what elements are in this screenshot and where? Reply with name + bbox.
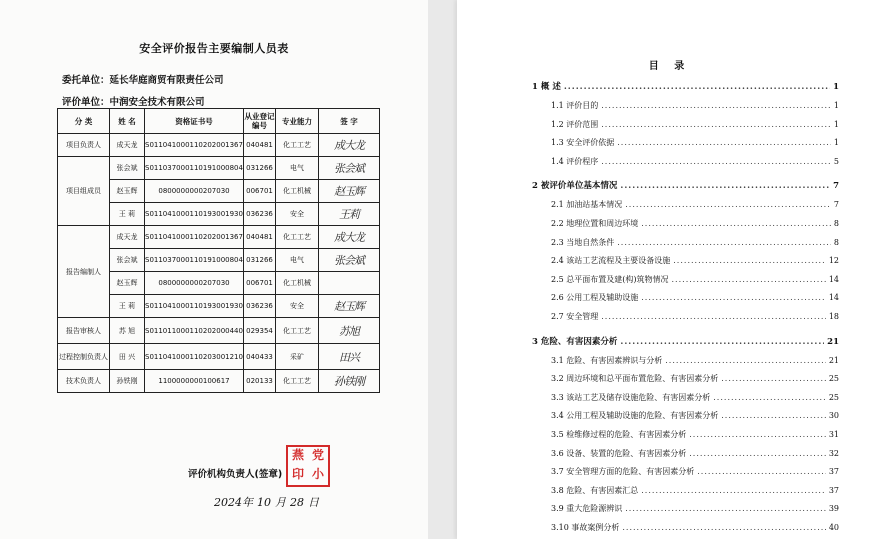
cert-cell: S011041000110202001367	[145, 134, 244, 157]
toc-leader-dots	[641, 486, 826, 495]
name-cell: 苏 旭	[110, 318, 145, 344]
toc-page-number: 18	[828, 312, 839, 321]
toc-leader-dots	[721, 411, 826, 420]
toc-page-number: 30	[828, 411, 839, 421]
toc-leader-dots	[620, 181, 830, 191]
toc-leader-dots	[601, 101, 831, 110]
col-header-reg: 从业登记编号	[244, 109, 276, 134]
name-cell: 田 兴	[110, 344, 145, 370]
toc-page-number: 8	[833, 219, 839, 228]
signature-cell	[319, 249, 380, 272]
name-cell: 王 莉	[110, 203, 145, 226]
toc-leader-dots	[673, 256, 826, 265]
evaluator-line: 评价单位：中润安全技术有限公司	[62, 97, 205, 108]
signature-cell	[319, 203, 380, 226]
signing-date: 2024年 10 月 28 日	[214, 496, 319, 509]
toc-leader-dots	[617, 238, 831, 247]
toc-entry-label: 3.8 危险、有害因素汇总	[551, 485, 639, 495]
col-header-name: 姓 名	[110, 109, 145, 134]
table-header-row	[58, 109, 380, 134]
handwritten-signature: 孙铁刚	[334, 375, 364, 388]
handwritten-signature: 成大龙	[334, 139, 364, 152]
toc-section-entry[interactable]	[551, 218, 839, 229]
toc-section-entry[interactable]	[551, 392, 839, 403]
toc-section-entry[interactable]	[551, 311, 839, 322]
org-head-label: 评价机构负责人(签章)	[188, 469, 283, 480]
toc-leader-dots	[601, 120, 831, 129]
col-header-cert: 资格证书号	[145, 109, 244, 134]
toc-page-number: 1	[833, 138, 839, 148]
staff-table-body	[58, 134, 380, 393]
toc-page-number: 37	[828, 467, 839, 477]
client-line: 委托单位：延长华庭商贸有限责任公司	[62, 75, 224, 86]
ability-cell: 化工工艺	[276, 318, 319, 344]
toc-leader-dots	[721, 374, 826, 383]
name-cell: 成天龙	[110, 134, 145, 157]
role-cell: 过程控制负责人	[58, 344, 110, 370]
toc-entry-label: 1.2 评价范围	[551, 119, 599, 129]
toc-leader-dots	[625, 504, 826, 513]
signature-cell	[319, 272, 380, 295]
toc-entry-label: 2.3 当地自然条件	[551, 237, 615, 247]
reg-cell: 040481	[244, 226, 276, 249]
signature-cell	[319, 344, 380, 370]
page-title: 安全评价报告主要编制人员表	[139, 42, 289, 55]
signature-cell	[319, 226, 380, 249]
toc-page-number: 1	[833, 119, 839, 129]
ability-cell: 化工机械	[276, 180, 319, 203]
toc-section-entry[interactable]	[551, 199, 839, 210]
toc-leader-dots	[641, 293, 826, 302]
toc-page-number: 7	[833, 200, 839, 210]
table-row	[58, 344, 380, 370]
signature-cell	[319, 134, 380, 157]
toc-entry-label: 3.6 设备、装置的危险、有害因素分析	[551, 448, 687, 458]
toc-section-entry[interactable]	[551, 410, 839, 421]
reg-cell: 031266	[244, 157, 276, 180]
toc-entry-label: 2.4 该站工艺流程及主要设备设施	[551, 256, 671, 266]
toc-entry-label: 3.9 重大危险源辨识	[551, 504, 623, 514]
toc-entry-label: 3.2 周边环境和总平面布置危险、有害因素分析	[551, 374, 719, 384]
toc-section-entry[interactable]	[551, 237, 839, 248]
cert-cell: S011011000110202000440	[145, 318, 244, 344]
ability-cell: 化工工艺	[276, 370, 319, 393]
toc-section-entry[interactable]	[551, 100, 839, 111]
toc-leader-dots	[620, 337, 824, 347]
toc-title: 目 录	[648, 61, 691, 72]
toc-page-number: 7	[833, 181, 839, 192]
table-row	[58, 157, 380, 180]
toc-page-number: 31	[828, 430, 839, 439]
toc-entry-label: 3.3 该站工艺及储存设施危险、有害因素分析	[551, 392, 711, 402]
name-cell: 赵玉辉	[110, 272, 145, 295]
toc-entry-label: 3.7 安全管理方面的危险、有害因素分析	[551, 467, 695, 477]
table-row	[58, 226, 380, 249]
toc-section-entry[interactable]	[551, 137, 839, 148]
cert-cell: 0800000000207030	[145, 272, 244, 295]
role-cell: 项目负责人	[58, 134, 110, 157]
toc-entry-label: 2.5 总平面布置及建(构)筑物情况	[551, 274, 669, 284]
toc-entry-label: 3.1 危险、有害因素辨识与分析	[551, 355, 663, 365]
role-cell: 报告审核人	[58, 318, 110, 344]
toc-entry-label: 2.2 地理位置和周边环境	[551, 219, 639, 228]
role-cell: 技术负责人	[58, 370, 110, 393]
toc-entry-label: 3.4 公用工程及辅助设施的危险、有害因素分析	[551, 411, 719, 421]
reg-cell: 006701	[244, 180, 276, 203]
cert-cell: S011037000110191000804	[145, 157, 244, 180]
ability-cell: 电气	[276, 157, 319, 180]
handwritten-signature: 张会斌	[334, 162, 364, 175]
toc-leader-dots	[622, 523, 825, 532]
toc-entry-label: 2.7 安全管理	[551, 312, 599, 321]
toc-entry-label: 2 被评价单位基本情况	[532, 181, 618, 192]
official-seal: 燕 党 印 小	[286, 445, 330, 487]
toc-section-entry[interactable]	[551, 485, 839, 496]
toc-section-entry[interactable]	[551, 355, 839, 366]
cert-cell: S011037000110191000804	[145, 249, 244, 272]
signature-cell	[319, 295, 380, 318]
toc-page-number: 21	[827, 336, 839, 347]
toc-section-entry[interactable]	[551, 255, 839, 266]
name-cell: 张会斌	[110, 157, 145, 180]
reg-cell: 020133	[244, 370, 276, 393]
toc-entry-label: 3.5 检维修过程的危险、有害因素分析	[551, 430, 687, 439]
toc-page-number: 14	[828, 293, 839, 303]
toc-leader-dots	[689, 449, 826, 458]
toc-entry-label: 3 危险、有害因素分析	[532, 336, 618, 347]
name-cell: 王 莉	[110, 295, 145, 318]
toc-entry-label: 2.1 加油站基本情况	[551, 200, 623, 210]
toc-section-entry[interactable]	[551, 156, 839, 167]
signature-cell	[319, 157, 380, 180]
toc-leader-dots	[601, 157, 831, 166]
ability-cell: 采矿	[276, 344, 319, 370]
col-header-ability: 专业能力	[276, 109, 319, 134]
toc-page-number: 40	[828, 523, 839, 532]
toc-chapter-entry[interactable]	[532, 179, 839, 191]
toc-section-entry[interactable]	[551, 292, 839, 303]
toc-section-entry[interactable]	[551, 522, 839, 533]
reg-cell: 040433	[244, 344, 276, 370]
cert-cell: S011041000110193001930	[145, 203, 244, 226]
toc-leader-dots	[564, 82, 830, 92]
toc-section-entry[interactable]	[551, 119, 839, 130]
role-cell: 项目组成员	[58, 157, 110, 226]
ability-cell: 化工工艺	[276, 134, 319, 157]
toc-section-entry[interactable]	[551, 373, 839, 384]
toc-section-entry[interactable]	[551, 429, 839, 440]
toc-leader-dots	[713, 393, 826, 402]
reg-cell: 036236	[244, 295, 276, 318]
toc-leader-dots	[625, 200, 831, 209]
toc-leader-dots	[697, 467, 826, 476]
toc-page-number: 14	[828, 274, 839, 284]
ability-cell: 安全	[276, 203, 319, 226]
role-cell: 报告编制人	[58, 226, 110, 318]
toc-page-number: 12	[828, 256, 839, 266]
toc-page-number: 21	[828, 355, 839, 365]
toc-page-number: 25	[828, 374, 839, 384]
ability-cell: 安全	[276, 295, 319, 318]
handwritten-signature: 成大龙	[334, 231, 364, 244]
toc-section-entry[interactable]	[551, 274, 839, 285]
reg-cell: 040481	[244, 134, 276, 157]
col-header-role: 分 类	[58, 109, 110, 134]
cert-cell: S011041000110203001210	[145, 344, 244, 370]
cert-cell: 0800000000207030	[145, 180, 244, 203]
name-cell: 成天龙	[110, 226, 145, 249]
toc-page-number: 1	[833, 101, 839, 110]
reg-cell: 036236	[244, 203, 276, 226]
toc-entry-label: 3.10 事故案例分析	[551, 523, 620, 532]
toc-leader-dots	[665, 356, 826, 365]
cert-cell: S011041000110193001930	[145, 295, 244, 318]
toc-entry-label: 1.1 评价目的	[551, 101, 599, 110]
staff-list-page	[0, 0, 428, 539]
signature-cell	[319, 370, 380, 393]
handwritten-signature: 张会斌	[334, 254, 364, 267]
signature-cell	[319, 180, 380, 203]
toc-page-number: 25	[828, 392, 839, 402]
handwritten-signature: 田兴	[339, 350, 359, 364]
toc-page-number: 39	[828, 504, 839, 514]
toc-chapter-entry[interactable]	[532, 335, 839, 347]
ability-cell: 化工工艺	[276, 226, 319, 249]
toc-page-number: 8	[833, 237, 839, 247]
handwritten-signature: 苏旭	[339, 324, 359, 338]
toc-leader-dots	[601, 312, 826, 321]
reg-cell: 006701	[244, 272, 276, 295]
ability-cell: 化工机械	[276, 272, 319, 295]
handwritten-signature: 赵玉辉	[334, 300, 364, 313]
cert-cell: 1100000000100617	[145, 370, 244, 393]
toc-entry-label: 1.3 安全评价依据	[551, 138, 615, 148]
toc-leader-dots	[672, 275, 826, 284]
handwritten-signature: 王莉	[339, 208, 359, 221]
toc-page-number: 5	[833, 156, 839, 166]
toc-entry-label: 1 概 述	[532, 82, 561, 92]
toc-section-entry[interactable]	[551, 448, 839, 459]
name-cell: 赵玉辉	[110, 180, 145, 203]
name-cell: 张会斌	[110, 249, 145, 272]
toc-chapter-entry[interactable]	[532, 80, 839, 92]
table-row	[58, 134, 380, 157]
col-header-sign: 签 字	[319, 109, 380, 134]
toc-leader-dots	[617, 138, 831, 147]
toc-page-number: 1	[833, 82, 839, 92]
toc-leader-dots	[689, 430, 826, 439]
table-row	[58, 318, 380, 344]
reg-cell: 031266	[244, 249, 276, 272]
toc-entry-label: 1.4 评价程序	[551, 156, 599, 166]
ability-cell: 电气	[276, 249, 319, 272]
toc-page-number: 32	[828, 448, 839, 458]
toc-leader-dots	[641, 219, 831, 228]
reg-cell: 029354	[244, 318, 276, 344]
toc-section-entry[interactable]	[551, 466, 839, 477]
toc-entry-label: 2.6 公用工程及辅助设施	[551, 293, 639, 303]
toc-section-entry[interactable]	[551, 503, 839, 514]
cert-cell: S011041000110202001367	[145, 226, 244, 249]
staff-table	[57, 108, 380, 393]
handwritten-signature: 赵玉辉	[334, 185, 364, 198]
signature-cell	[319, 318, 380, 344]
table-row	[58, 370, 380, 393]
toc-page-number: 37	[828, 485, 839, 495]
name-cell: 孙铁刚	[110, 370, 145, 393]
